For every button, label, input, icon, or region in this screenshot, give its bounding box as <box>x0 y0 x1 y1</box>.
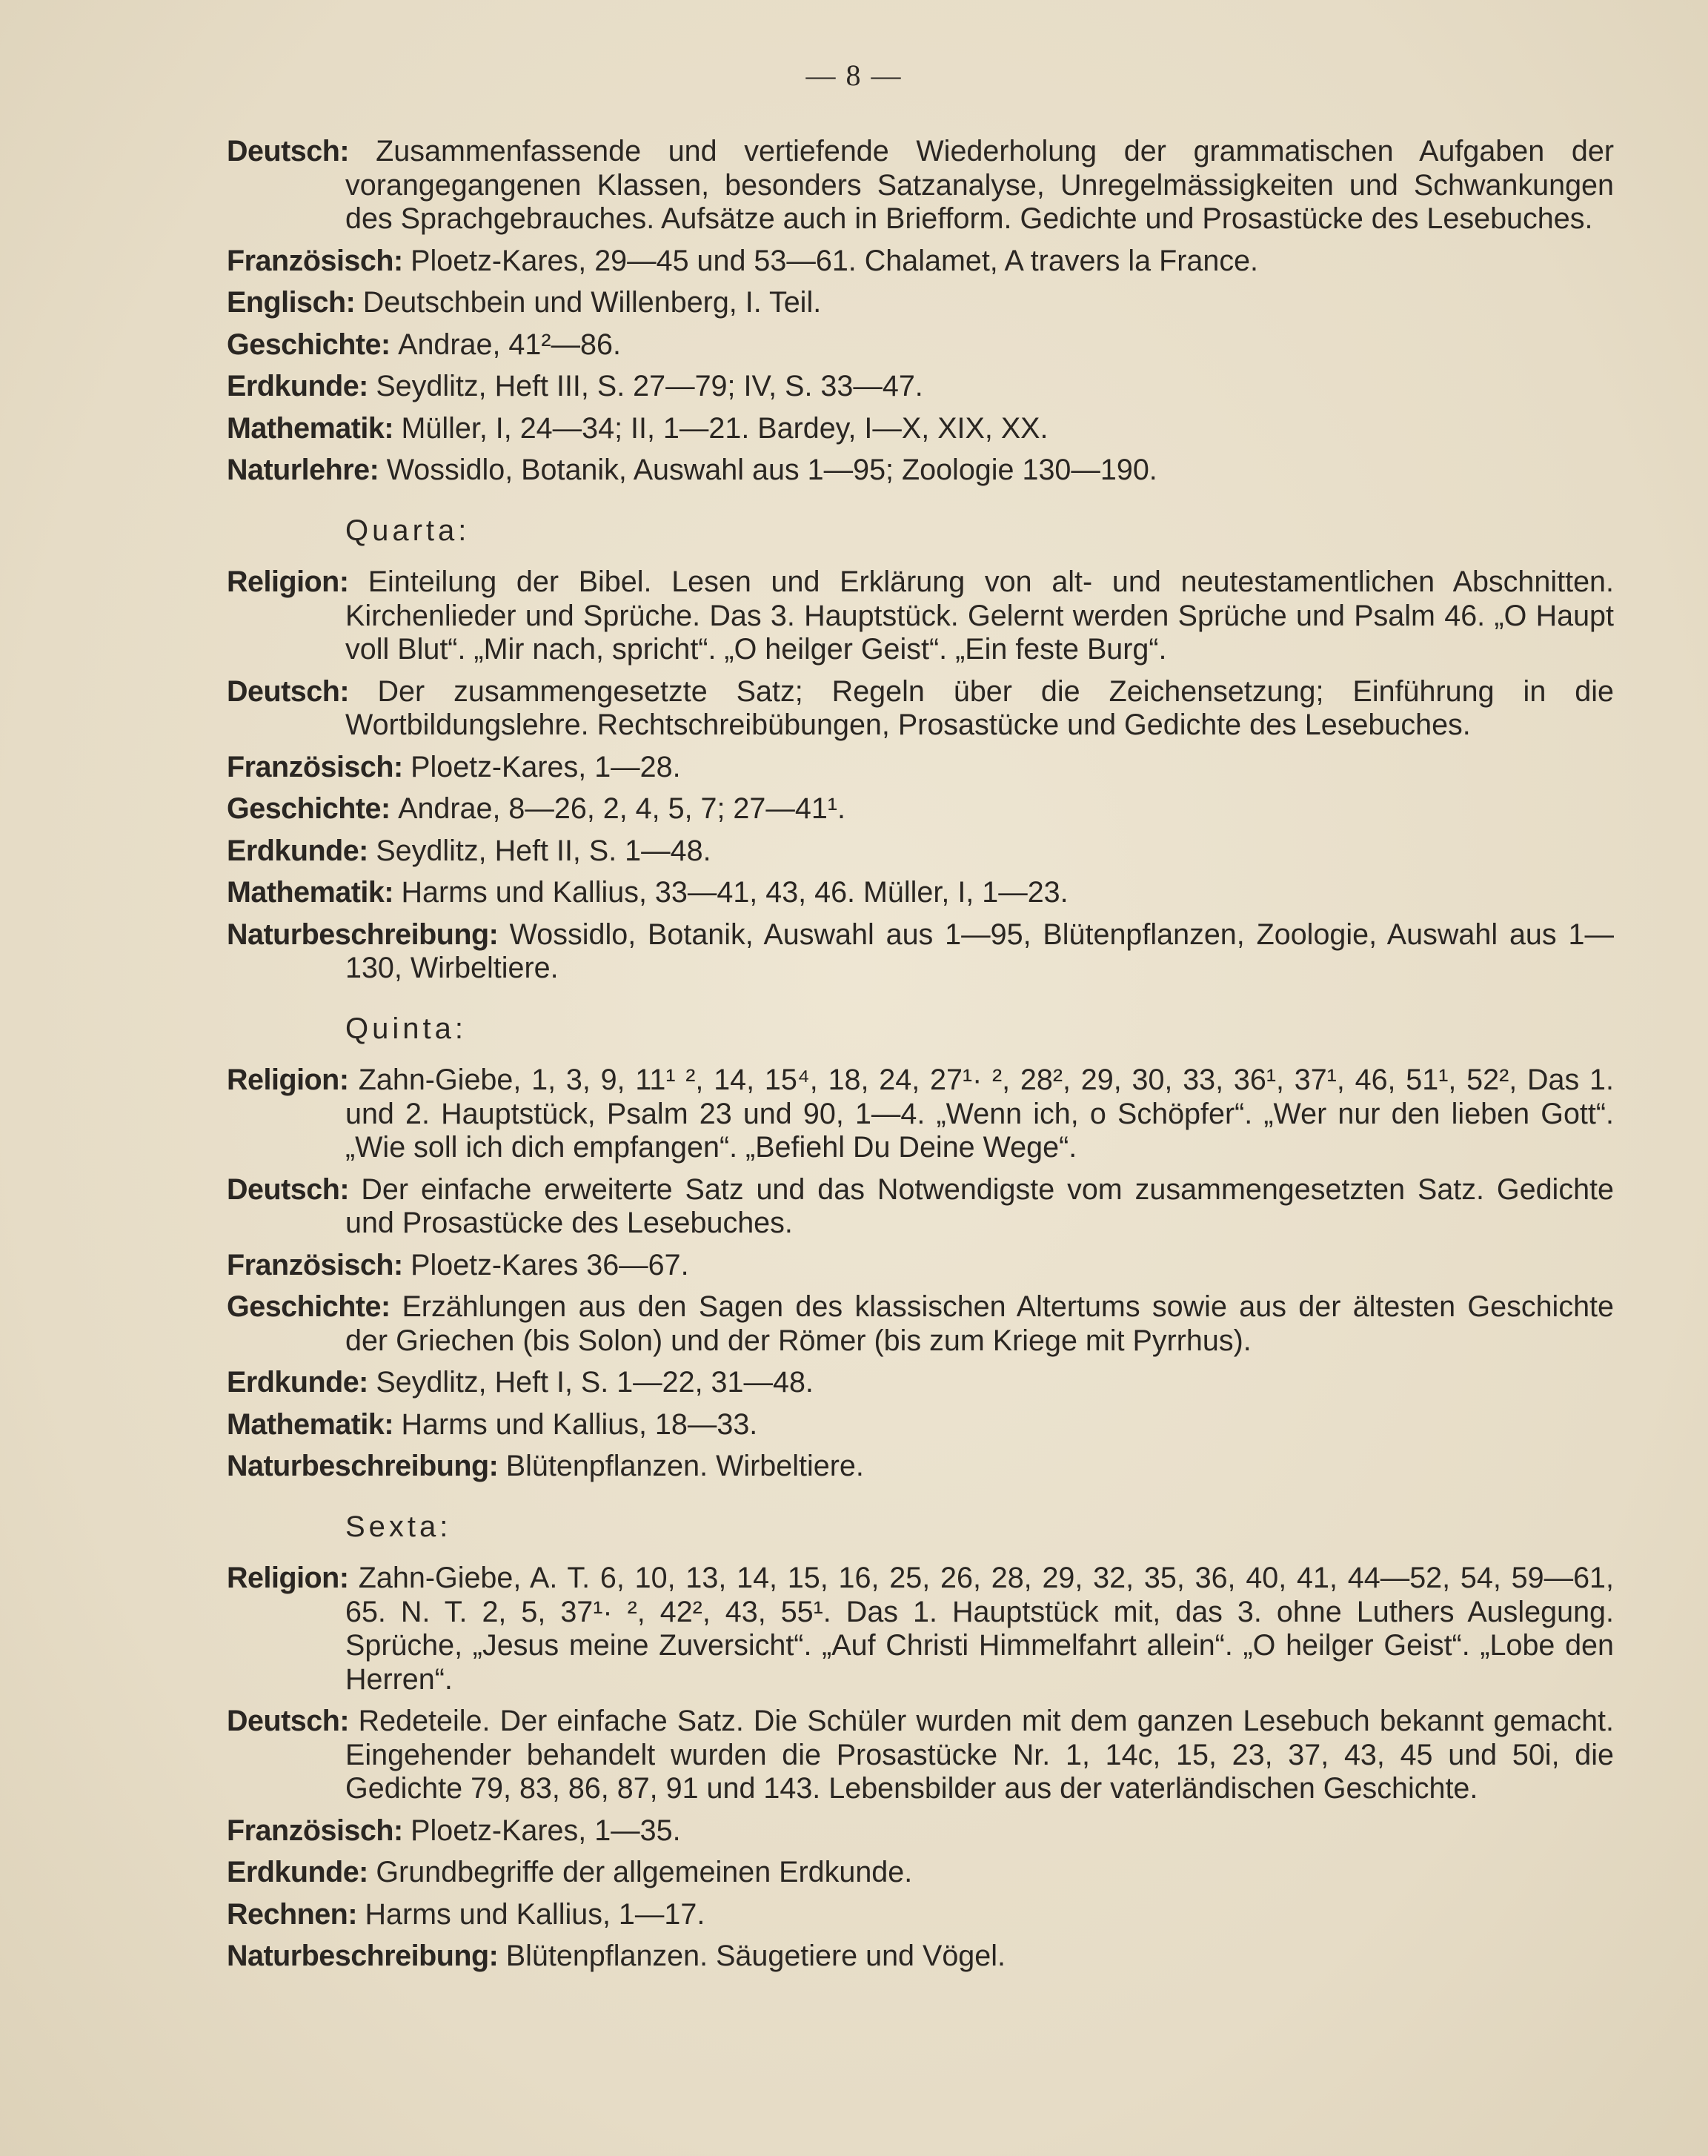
subject-entry <box>227 1450 1614 1484</box>
subject-name: Mathematik <box>227 1407 385 1441</box>
subject-entry <box>227 918 1614 986</box>
subject-name: Französisch <box>227 1248 393 1281</box>
subject-text: Seydlitz, Heft III, S. 27—79; IV, S. 33—47. <box>376 370 923 402</box>
subject-entry <box>227 245 1614 279</box>
subject-text: Grundbegriffe der allgemeinen Erdkunde. <box>376 1856 913 1888</box>
subject-text: Zahn-Giebe, A. T. 6, 10, 13, 14, 15, 16, 25, 26, 28, 29, 32, 35, 36, 40, 41, 44—52, 54, 59—61, 65. N. T. 2, 5, 37¹· ², 42², 43, 55¹. Das 1. Hauptstück mit, das 3. ohne Luthers Auslegung. Sprüche, „Jesus meine Zuversicht“. „Auf Christi Himmelfahrt allein“. „O heilger Geist“. „Lobe den Herren“. <box>345 1562 1614 1696</box>
subject-colon: : <box>359 370 376 402</box>
subject-name: Erdkunde <box>227 1366 359 1399</box>
subject-name: Religion <box>227 1064 339 1096</box>
subject-colon: : <box>339 1064 359 1096</box>
subject-colon: : <box>345 286 363 319</box>
subject-text: Ploetz-Kares, 1—35. <box>411 1814 681 1847</box>
subject-name: Naturbeschreibung <box>227 1450 489 1482</box>
subject-name: Geschichte <box>227 328 381 361</box>
subject-name: Mathematik <box>227 411 385 445</box>
subject-colon: : <box>488 918 510 951</box>
subject-entry <box>227 1814 1614 1848</box>
subject-name: Naturbeschreibung <box>227 918 489 951</box>
subject-text: Seydlitz, Heft I, S. 1—22, 31—48. <box>376 1366 814 1399</box>
subject-colon: : <box>339 1705 359 1737</box>
subject-colon: : <box>339 1562 359 1594</box>
subject-text: Der zusammengesetzte Satz; Regeln über die Zeichensetzung; Einführung in die Wortbildungslehre. Rechtschreibübungen, Prosastücke und Gedichte des Lesebuches. <box>345 674 1615 741</box>
subject-colon: : <box>369 454 387 486</box>
subject-colon: : <box>384 411 402 445</box>
subject-name: Rechnen <box>227 1897 348 1931</box>
subject-colon: : <box>393 1814 411 1847</box>
subject-entry <box>227 792 1614 826</box>
subject-name: Naturlehre <box>227 454 370 486</box>
subject-colon: : <box>359 834 376 867</box>
subject-name: Französisch <box>227 750 393 783</box>
subject-entry <box>227 1173 1614 1241</box>
subject-text: Erzählungen aus den Sagen des klassischen Altertums sowie aus der ältesten Geschichte der Griechen (bis Solon) und der Römer (bis zum Kriege mit Pyrrhus). <box>345 1290 1614 1357</box>
class-section <box>227 135 1614 488</box>
subject-entry <box>227 1366 1614 1400</box>
subject-entry <box>227 412 1614 446</box>
subject-text: Harms und Kallius, 1—17. <box>365 1897 705 1931</box>
subject-colon: : <box>380 1290 402 1323</box>
subject-colon: : <box>393 750 411 783</box>
class-heading: Quinta: <box>345 1012 467 1045</box>
subject-colon: : <box>393 244 411 277</box>
subject-entry <box>227 751 1614 785</box>
subject-text: Zahn-Giebe, 1, 3, 9, 11¹ ², 14, 15⁴, 18, 24, 27¹· ², 28², 29, 30, 33, 36¹, 37¹, 46, 51¹, 52², Das 1. und 2. Hauptstück, Psalm 23 und 90, 1—4. „Wenn ich, o Schöpfer“. „Wer nur den lieben Gott“. „Wie soll ich dich empfangen“. „Befiehl Du Deine Wege“. <box>345 1064 1614 1164</box>
subject-colon: : <box>380 328 399 361</box>
subject-text: Müller, I, 24—34; II, 1—21. Bardey, I—X, XIX, XX. <box>401 411 1049 445</box>
subject-text: Einteilung der Bibel. Lesen und Erklärung von alt- und neutestamentlichen Abschnitten. Kirchenlieder und Sprüche. Das 3. Hauptstück. Gelernt werden Sprüche und Psalm 46. „O Haupt voll Blut“. „Mir nach, spricht“. „O heilger Geist“. „Ein feste Burg“. <box>345 565 1614 666</box>
subject-colon: : <box>488 1450 506 1482</box>
class-section <box>227 1510 1614 1974</box>
subject-text: Wossidlo, Botanik, Auswahl aus 1—95; Zoologie 130—190. <box>386 454 1157 486</box>
subject-entry <box>227 1856 1614 1890</box>
subject-name: Deutsch <box>227 135 340 167</box>
subject-entry <box>227 1408 1614 1442</box>
subject-entry <box>227 1898 1614 1932</box>
subject-colon: : <box>339 1172 362 1206</box>
subject-text: Blütenpflanzen. Wirbeltiere. <box>505 1450 864 1482</box>
subject-name: Erdkunde <box>227 370 359 402</box>
subject-colon: : <box>348 1897 365 1931</box>
subject-name: Naturbeschreibung <box>227 1940 489 1972</box>
subject-text: Andrae, 8—26, 2, 4, 5, 7; 27—41¹. <box>398 792 845 825</box>
subject-name: Deutsch <box>227 1705 340 1737</box>
subject-text: Deutschbein und Willenberg, I. Teil. <box>362 286 822 319</box>
subject-entry <box>227 1940 1614 1974</box>
subject-entry <box>227 876 1614 910</box>
subject-name: Geschichte <box>227 1290 381 1323</box>
subject-name: Religion <box>227 1562 339 1594</box>
subject-text: Zusammenfassende und vertiefende Wiederholung der grammatischen Aufgaben der vorangegangenen Klassen, besonders Satzanalyse, Unregelmässigkeiten und Schwankungen des Sprachgebrauches. Aufsätze auch in Briefform. Gedichte und Prosastücke des Lesebuches. <box>345 135 1614 235</box>
subject-entry <box>227 835 1614 869</box>
subject-text: Redeteile. Der einfache Satz. Die Schüler wurden mit dem ganzen Lesebuch bekannt gemacht. Eingehender behandelt wurden die Prosastücke Nr. 1, 14c, 15, 23, 37, 43, 45 und 50i, die Gedichte 79, 83, 86, 87, 91 und 143. Lebensbilder aus der vaterländischen Geschichte. <box>345 1705 1614 1805</box>
subject-text: Harms und Kallius, 33—41, 43, 46. Müller, I, 1—23. <box>401 876 1069 909</box>
subject-entry <box>227 1249 1614 1283</box>
subject-entry <box>227 286 1614 320</box>
subject-colon: : <box>339 565 368 598</box>
subject-entry <box>227 328 1614 362</box>
subject-name: Geschichte <box>227 792 381 825</box>
class-section <box>227 1012 1614 1484</box>
subject-name: Religion <box>227 565 339 598</box>
curriculum-content <box>227 135 1614 1982</box>
subject-name: Erdkunde <box>227 834 359 867</box>
subject-entry <box>227 454 1614 488</box>
subject-name: Deutsch <box>227 674 340 708</box>
subject-text: Andrae, 41²—86. <box>398 328 621 361</box>
subject-text: Seydlitz, Heft II, S. 1—48. <box>376 834 711 867</box>
subject-colon: : <box>488 1940 506 1972</box>
subject-entry <box>227 1562 1614 1696</box>
subject-entry <box>227 1705 1614 1806</box>
subject-name: Deutsch <box>227 1172 340 1206</box>
subject-entry <box>227 370 1614 404</box>
subject-entry <box>227 1290 1614 1358</box>
subject-text: Ploetz-Kares, 1—28. <box>411 750 681 783</box>
subject-colon: : <box>339 135 376 167</box>
subject-colon: : <box>339 674 378 708</box>
subject-colon: : <box>393 1248 411 1281</box>
subject-colon: : <box>359 1856 376 1888</box>
subject-text: Der einfache erweiterte Satz und das Notwendigste vom zusammengesetzten Satz. Gedichte und Prosastücke des Lesebuches. <box>345 1172 1614 1239</box>
subject-text: Harms und Kallius, 18—33. <box>401 1407 758 1441</box>
subject-entry <box>227 675 1614 743</box>
class-heading: Quarta: <box>345 514 471 547</box>
subject-colon: : <box>384 876 402 909</box>
subject-name: Französisch <box>227 244 393 277</box>
subject-entry <box>227 135 1614 236</box>
subject-text: Ploetz-Kares 36—67. <box>411 1248 689 1281</box>
subject-name: Mathematik <box>227 876 385 909</box>
subject-text: Ploetz-Kares, 29—45 und 53—61. Chalamet, A travers la France. <box>411 244 1259 277</box>
subject-entry <box>227 1064 1614 1165</box>
subject-colon: : <box>380 792 399 825</box>
subject-colon: : <box>384 1407 402 1441</box>
subject-entry <box>227 565 1614 667</box>
subject-name: Erdkunde <box>227 1856 359 1888</box>
subject-text: Wossidlo, Botanik, Auswahl aus 1—95, Blütenpflanzen, Zoologie, Auswahl aus 1—130, Wirbeltiere. <box>345 918 1614 984</box>
page-number: — 8 — <box>805 59 903 92</box>
class-section <box>227 514 1614 986</box>
subject-name: Englisch <box>227 286 346 319</box>
subject-text: Blütenpflanzen. Säugetiere und Vögel. <box>505 1940 1006 1972</box>
subject-colon: : <box>359 1366 376 1399</box>
class-heading: Sexta: <box>345 1510 452 1543</box>
subject-name: Französisch <box>227 1814 393 1847</box>
